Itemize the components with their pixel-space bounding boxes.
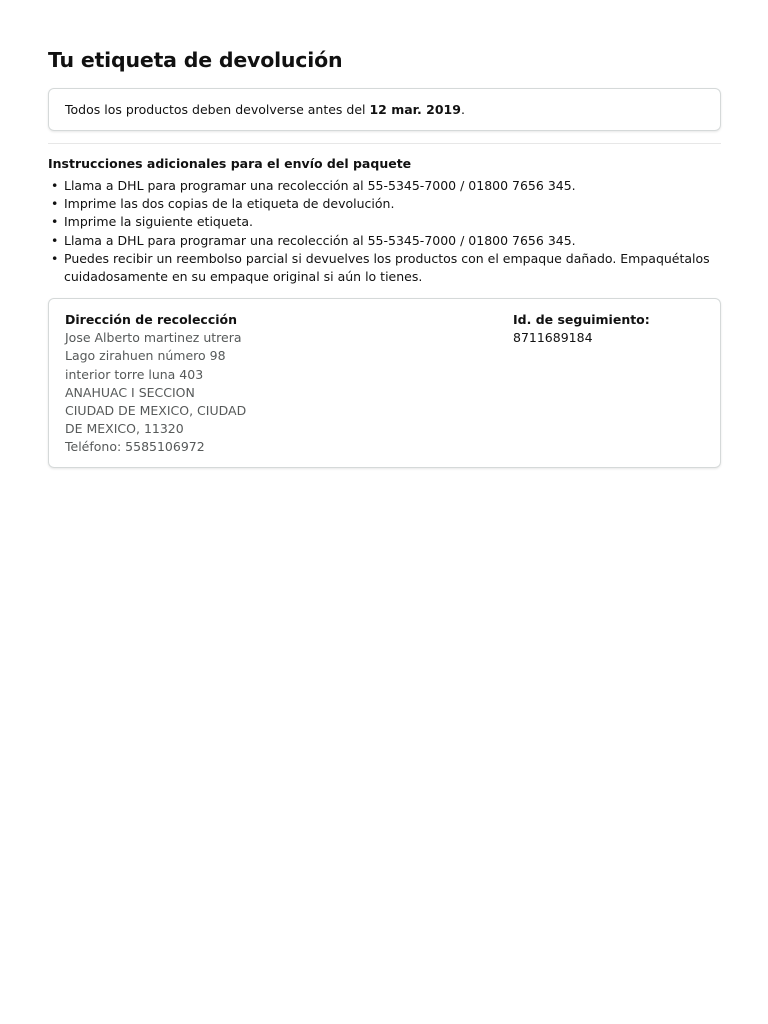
address-street: Lago zirahuen número 98 bbox=[65, 348, 226, 364]
bullet-icon: • bbox=[51, 232, 59, 248]
list-item bbox=[48, 250, 721, 286]
list-item bbox=[48, 195, 721, 213]
bullet-icon: • bbox=[51, 250, 59, 266]
bullet-icon: • bbox=[51, 178, 59, 193]
section-divider bbox=[48, 143, 721, 144]
address-interior: interior torre luna 403 bbox=[65, 366, 204, 382]
bullet-icon: • bbox=[51, 196, 59, 212]
instruction-text: Llama a DHL para programar una recolección al 55-5345-7000 / 01800 7656 345. bbox=[64, 178, 576, 193]
instructions-heading: Instrucciones adicionales para el envío del paquete bbox=[48, 156, 412, 171]
instruction-text: Imprime la siguiente etiqueta. bbox=[64, 214, 253, 230]
page-title: Tu etiqueta de devolución bbox=[48, 48, 343, 72]
pickup-address-label: Dirección de recolección bbox=[65, 312, 238, 327]
tracking-info bbox=[513, 311, 650, 347]
address-state-zip: DE MEXICO, 11320 bbox=[65, 421, 184, 437]
list-item bbox=[48, 213, 721, 231]
instruction-text: Puedes recibir un reembolso parcial si devuelves los productos con el empaque dañado. Empaquétalos cuidadosamente en su empaque original si aún lo tienes. bbox=[64, 250, 710, 285]
bullet-icon: • bbox=[51, 214, 59, 230]
notice-text: Todos los productos deben devolverse antes del bbox=[65, 102, 370, 117]
pickup-address bbox=[65, 311, 246, 457]
notice-suffix: . bbox=[460, 102, 465, 117]
tracking-number: 8711689184 bbox=[513, 330, 593, 346]
notice-deadline-date: 12 mar. 2019 bbox=[369, 102, 461, 117]
address-city: CIUDAD DE MEXICO, CIUDAD bbox=[65, 403, 247, 419]
list-item bbox=[48, 232, 721, 250]
address-neighborhood: ANAHUAC I SECCION bbox=[65, 384, 195, 400]
address-name: Jose Alberto martinez utrera bbox=[65, 330, 242, 346]
address-phone: Teléfono: 5585106972 bbox=[65, 439, 205, 455]
instructions-list bbox=[48, 177, 721, 286]
return-deadline-notice bbox=[48, 88, 721, 131]
pickup-details-box bbox=[48, 298, 721, 468]
list-item bbox=[48, 177, 721, 195]
tracking-label: Id. de seguimiento: bbox=[513, 312, 650, 327]
instruction-text: Imprime las dos copias de la etiqueta de devolución. bbox=[64, 196, 395, 212]
instruction-text: Llama a DHL para programar una recolección al 55-5345-7000 / 01800 7656 345. bbox=[64, 232, 576, 248]
